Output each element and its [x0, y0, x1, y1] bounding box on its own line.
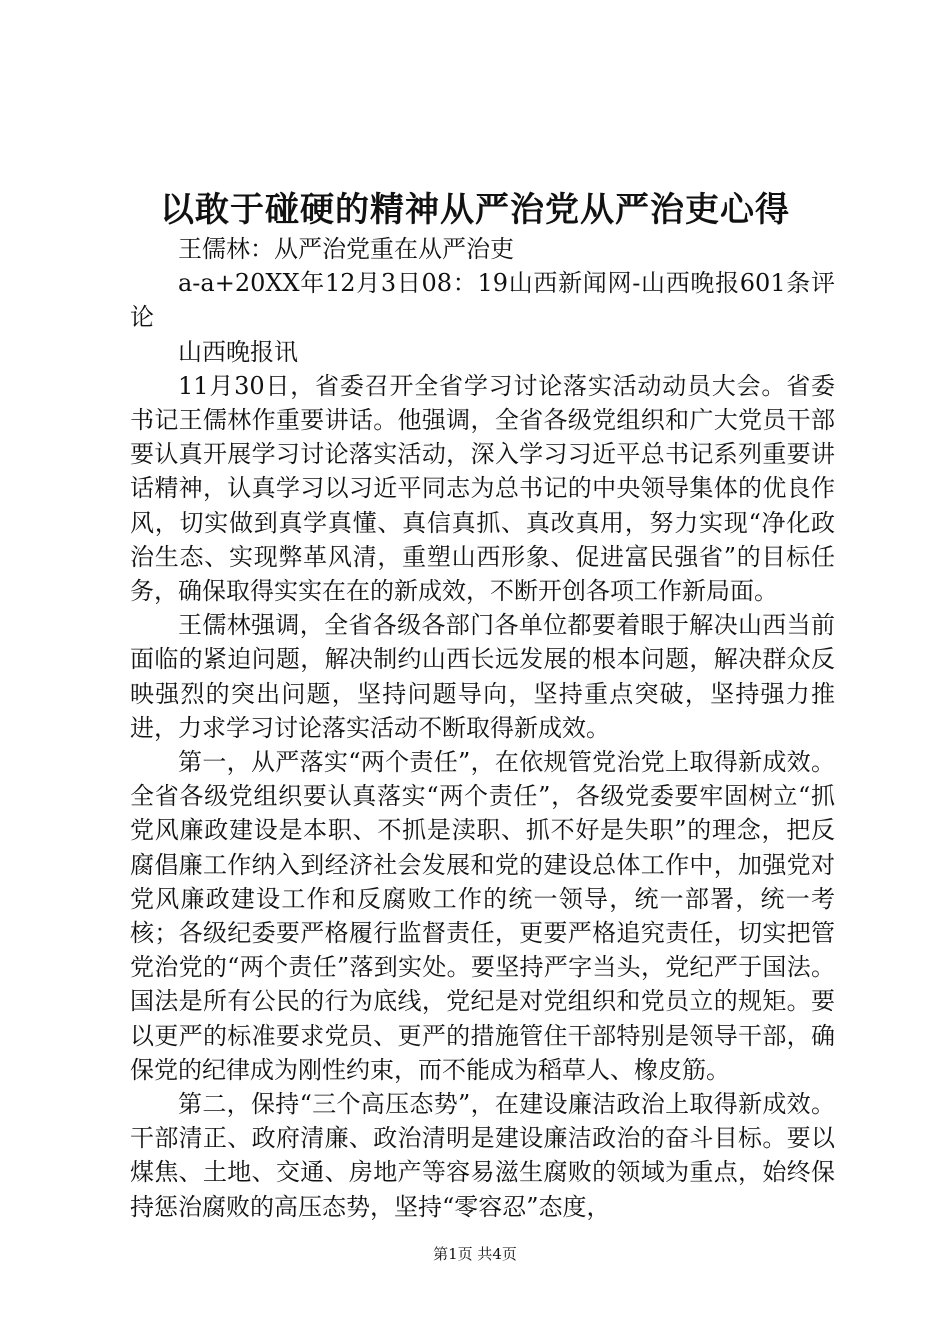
byline-meta: a-a+20XX年12月3日08：19山西新闻网-山西晚报601条评论 — [130, 269, 835, 332]
paragraph: 第二，保持“三个高压态势”，在建设廉洁政治上取得新成效。干部清正、政府清廉、政治清明是建设廉洁政治的奋斗目标。要以煤焦、土地、交通、房地产等容易滋生腐败的领域为重点，始终保持惩治腐败的高压态势，坚持“零容忍”态度， — [130, 1090, 835, 1221]
news-source: 山西晚报讯 — [178, 337, 298, 366]
page-footer: 第1页 共4页 — [433, 1245, 517, 1263]
paragraph: 11月30日，省委召开全省学习讨论落实活动动员大会。省委书记王儒林作重要讲话。他强调，全省各级党组织和广大党员干部要认真开展学习讨论落实活动，深入学习习近平总书记系列重要讲话精神，认真学习以习近平同志为总书记的中央领导集体的优良作风，切实做到真学真懂、真信真抓、真改真用，努力实现“净化政治生态、实现弊革风清，重塑山西形象、促进富民强省”的目标任务，确保取得实实在在的新成效，不断开创各项工作新局面。 — [130, 371, 835, 606]
document-title: 以敢于碰硬的精神从严治党从严治吏心得 — [160, 190, 790, 230]
byline-headline: 王儒林：从严治党重在从严治吏 — [178, 235, 514, 263]
paragraph: 王儒林强调，全省各级各部门各单位都要着眼于解决山西当前面临的紧迫问题，解决制约山西长远发展的根本问题，解决群众反映强烈的突出问题，坚持问题导向，坚持重点突破，坚持强力推进，力求学习讨论落实活动不断取得新成效。 — [130, 611, 835, 742]
document-body — [130, 232, 835, 1224]
paragraph: 第一，从严落实“两个责任”，在依规管党治党上取得新成效。全省各级党组织要认真落实“两个责任”，各级党委要牢固树立“抓党风廉政建设是本职、不抓是渎职、抓不好是失职”的理念，把反腐倡廉工作纳入到经济社会发展和党的建设总体工作中，加强党对党风廉政建设工作和反腐败工作的统一领导，统一部署，统一考核；各级纪委要严格履行监督责任，更要严格追究责任，切实把管党治党的“两个责任”落到实处。要坚持严字当头，党纪严于国法。国法是所有公民的行为底线，党纪是对党组织和党员立的规矩。要以更严的标准要求党员、更严的措施管住干部特别是领导干部，确保党的纪律成为刚性约束，而不能成为稻草人、橡皮筋。 — [130, 748, 835, 1084]
